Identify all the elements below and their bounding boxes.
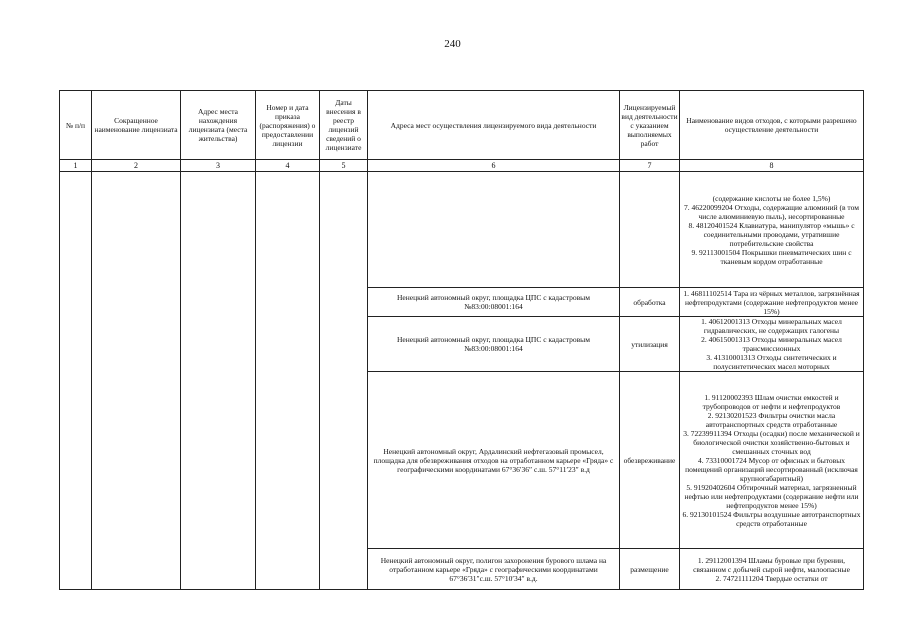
waste-item: 2. 40615001313 Отходы минеральных масел трансмиссионных bbox=[701, 335, 842, 353]
activity-address-cell bbox=[368, 172, 620, 288]
waste-item: 7. 46220099204 Отходы, содержащие алюминий (в том числе алюминиевую пыль), несортированные bbox=[684, 202, 859, 221]
number-cell bbox=[60, 172, 92, 590]
waste-item: 1. 46811102514 Тара из чёрных металлов, загрязнённая нефтепродуктами (содержание нефтепродуктов менее 15%) bbox=[683, 288, 860, 316]
column-number: 2 bbox=[92, 160, 181, 172]
waste-item: 1. 91120002393 Шлам очистки емкостей и трубопроводов от нефти и нефтепродуктов bbox=[702, 392, 841, 411]
waste-item: 3. 72239911394 Отходы (осадки) после механической и биологической очистки хозяйственно-бытовых и смешанных сточных вод bbox=[683, 428, 860, 456]
header-activity-addresses: Адреса мест осуществления лицензируемого вида деятельности bbox=[368, 91, 620, 160]
waste-types-cell bbox=[680, 288, 864, 317]
activity-address-cell: Ненецкий автономный округ, площадка ЦПС с кадастровым №83:00:08001:164 bbox=[368, 317, 620, 372]
header-licensee-address: Адрес места нахождения лицензиата (места жительства) bbox=[181, 91, 256, 160]
header-order-number-date: Номер и дата приказа (распоряжения) о предоставлении лицензии bbox=[256, 91, 320, 160]
column-number-row bbox=[60, 160, 864, 172]
waste-item: 2. 92130201523 Фильтры очистки масла автотранспортных средств отработанные bbox=[705, 410, 838, 429]
waste-item: 3. 41310001313 Отходы синтетических и полусинтетических масел моторных bbox=[706, 353, 837, 371]
waste-types-cell bbox=[680, 317, 864, 372]
licensee-address-cell bbox=[181, 172, 256, 590]
waste-item: 5. 91920402604 Обтирочный материал, загрязненный нефтью или нефтепродуктами (содержание нефти или нефтепродуктов менее 15%) bbox=[684, 482, 859, 510]
header-licensee-name: Сокращенное наименование лицензиата bbox=[92, 91, 181, 160]
header-activity-type: Лицензируемый вид деятельности с указанием выполняемых работ bbox=[620, 91, 680, 160]
activity-type-cell: размещение bbox=[620, 549, 680, 590]
column-number: 5 bbox=[320, 160, 368, 172]
header-row bbox=[60, 91, 864, 160]
waste-item: 1. 29112001394 Шламы буровые при бурении, связанном с добычей сырой нефти, малоопасные bbox=[693, 555, 850, 574]
column-number: 1 bbox=[60, 160, 92, 172]
header-registry-dates: Даты внесения в реестр лицензий сведений о лицензиате bbox=[320, 91, 368, 160]
activity-address-cell: Ненецкий автономный округ, площадка ЦПС с кадастровым №83:00:08001:164 bbox=[368, 288, 620, 317]
activity-type-cell: утилизация bbox=[620, 317, 680, 372]
activity-type-cell bbox=[620, 172, 680, 288]
waste-types-cell bbox=[680, 372, 864, 549]
waste-types-cell bbox=[680, 172, 864, 288]
activity-type-cell: обезвреживание bbox=[620, 372, 680, 549]
waste-item: 6. 92130101524 Фильтры воздушные автотранспортных средств отработанные bbox=[682, 509, 861, 528]
column-number: 6 bbox=[368, 160, 620, 172]
registry-date-cell bbox=[320, 172, 368, 590]
waste-item: 4. 73310001724 Мусор от офисных и бытовых помещений организаций несортированный (исключая крупногабаритный) bbox=[685, 455, 858, 483]
waste-item: 9. 92113001504 Покрышки пневматических шин с тканевым кордом отработанные bbox=[691, 247, 852, 266]
waste-types-cell bbox=[680, 549, 864, 590]
activity-address-cell: Ненецкий автономный округ, полигон захоронения бурового шлама на отработанном карьере «Гряда» с географическими координатами 67°36′31″с.ш. 57°10′34″ в.д. bbox=[368, 549, 620, 590]
column-number: 7 bbox=[620, 160, 680, 172]
page-number: 240 bbox=[444, 38, 461, 50]
order-cell bbox=[256, 172, 320, 590]
column-number: 3 bbox=[181, 160, 256, 172]
waste-item: 2. 74721111204 Твердые остатки от bbox=[715, 573, 828, 583]
header-waste-types: Наименование видов отходов, с которыми разрешено осуществление деятельности bbox=[680, 91, 864, 160]
activity-address-cell: Ненецкий автономный округ, Ардалинский нефтегазовый промысел, площадка для обезвреживания отходов на отработанном карьере «Гряда» с географическими координатами 67°36′36″ с.ш. 57°11′23″ в.д bbox=[368, 372, 620, 549]
column-number: 8 bbox=[680, 160, 864, 172]
licensee-name-cell bbox=[92, 172, 181, 590]
column-number: 4 bbox=[256, 160, 320, 172]
waste-item: (содержание кислоты не более 1,5%) bbox=[712, 193, 831, 203]
activity-type-cell: обработка bbox=[620, 288, 680, 317]
waste-item: 8. 48120401524 Клавиатура, манипулятор «мышь» с соединительными проводами, утратившие потребительские свойства bbox=[688, 220, 855, 248]
header-number: № п/п bbox=[60, 91, 92, 160]
waste-item: 1. 40612001313 Отходы минеральных масел гидравлических, не содержащих галогены bbox=[701, 317, 842, 335]
license-registry-table bbox=[59, 90, 864, 590]
table-row bbox=[60, 172, 864, 288]
